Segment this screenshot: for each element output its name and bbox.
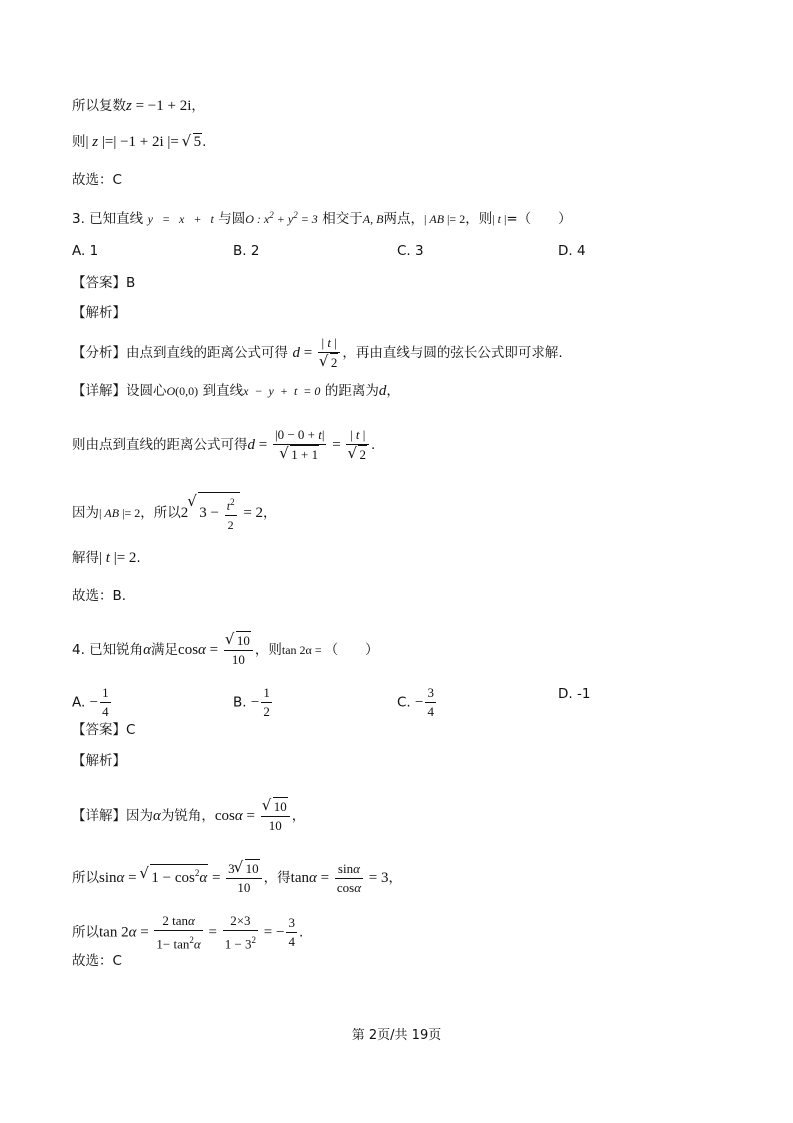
page-footer: 第 2页/共 19页 (351, 1028, 442, 1043)
text: ，得 (263, 870, 291, 886)
text: 相交于 (322, 211, 363, 227)
text: 满足 (151, 642, 179, 658)
text: 与圆 (218, 211, 246, 227)
choice-line: 故选：C (72, 172, 122, 188)
option-a[interactable]: A. 1 (72, 243, 99, 259)
detail-line-2: 则由点到直线的距离公式可得d = |0 − 0 + t| √ 1 + 1 = | t | √ 2 . (72, 426, 375, 464)
text: 【分析】 (72, 345, 126, 361)
option-label: B. (233, 694, 247, 711)
text: . (136, 550, 141, 566)
text: ， (386, 383, 400, 399)
option-c[interactable]: C. − $\frac{3}{4}$ (397, 685, 434, 719)
text: 的距离为 (324, 383, 379, 399)
text: 两点， (383, 211, 424, 227)
text: 所以 (72, 870, 99, 886)
option-d[interactable]: D. 4 (558, 243, 586, 259)
text: . (298, 924, 304, 941)
text: 3. 已知直线 (72, 211, 144, 227)
option-label: C. (397, 694, 411, 711)
text: 【详解】 (72, 808, 126, 824)
answer-label: 【答案】B (72, 275, 136, 291)
analysis-line: 【分析】由点到直线的距离公式可得 d = | t | √ 2 ，再由直线与圆的弦长公式即可求解. (72, 334, 563, 372)
question-3: 3. 已知直线 y = x + t 与圆O : $x^2 + y^2 = 3$ 相交于A, B两点，| AB |= 2，则| t |=（ ） (72, 210, 572, 227)
text: ，所以 (140, 504, 181, 521)
analysis-label: 【解析】 (72, 305, 126, 321)
detail-4-line-2: 所以sinα = √ $1 - \cos^2\alpha$ = $\frac{3√ 10}{10}$ ，得tanα = $\frac{\sin\alpha}{\cos\alpha}$ = 3， (72, 859, 402, 897)
option-label: A. (72, 694, 86, 711)
text: ，则 (254, 642, 282, 658)
text: 为锐角， (160, 808, 215, 824)
text: 因为 (72, 504, 99, 521)
option-b[interactable]: B. 2 (233, 243, 260, 259)
text: 【详解】 (72, 383, 126, 399)
text: （ ） (324, 642, 379, 658)
choice-line: 故选：C (72, 953, 122, 969)
text: 所以 (72, 924, 99, 941)
text: ，再由直线与圆的弦长公式即可求解. (342, 345, 563, 361)
text: . (202, 134, 207, 150)
modulus-line: 则| z |=| −1 + 2i |= √ 5. (72, 132, 206, 152)
text: 到直线 (202, 383, 244, 399)
option-a[interactable]: A. − $\frac{1}{4}$ (72, 685, 109, 719)
answer-line-complex: 所以复数z = −1 + 2i， (72, 98, 205, 114)
answer-label: 【答案】C (72, 722, 136, 738)
text: . (370, 437, 376, 453)
text: 解得 (72, 550, 99, 566)
text: 所以复数 (72, 98, 126, 114)
detail-4-line-1: 【详解】因为α为锐角，cosα = √ $\frac{10}{10}$ ， (72, 797, 305, 835)
text: 4. 已知锐角 (72, 642, 144, 658)
text: ， (191, 98, 205, 114)
text: ， (388, 870, 402, 886)
text: 因为 (126, 808, 153, 824)
analysis-label: 【解析】 (72, 753, 126, 769)
detail-line-1: 【详解】设圆心O(0,0) 到直线x − y + t = 0 的距离为d， (72, 383, 400, 399)
text: ， (291, 808, 306, 824)
text: 由点到直线的距离公式可得 (126, 345, 288, 361)
option-d[interactable]: D. -1 (558, 686, 591, 702)
text: ，则 (465, 211, 493, 227)
option-c[interactable]: C. 3 (397, 243, 424, 259)
text: 则 (72, 134, 86, 150)
option-b[interactable]: B. − $\frac{1}{2}$ (233, 685, 270, 719)
question-4: 4. 已知锐角α满足cosα = √ $\frac{10}{10}$ ，则tan 2α = （ ） (72, 631, 379, 669)
text: 设圆心 (126, 383, 167, 399)
text: =（ ） (506, 211, 572, 227)
choice-line: 故选：B. (72, 588, 127, 604)
detail-4-line-3: 所以tan 2α = $\frac{2 \tan\alpha}{1- \tan^2\alpha}$ = $\frac{2\times 3}{1 - 3^2}$ = − $\frac{3}{4}$ . (72, 913, 304, 952)
text: 则由点到直线的距离公式可得 (72, 437, 248, 453)
text: ， (263, 504, 277, 521)
detail-line-4: 解得| t |= 2. (72, 550, 141, 566)
detail-line-3: 因为| AB |= 2，所以2√ 3 − $\frac{t^2}{2}$ = 2， (72, 492, 277, 534)
